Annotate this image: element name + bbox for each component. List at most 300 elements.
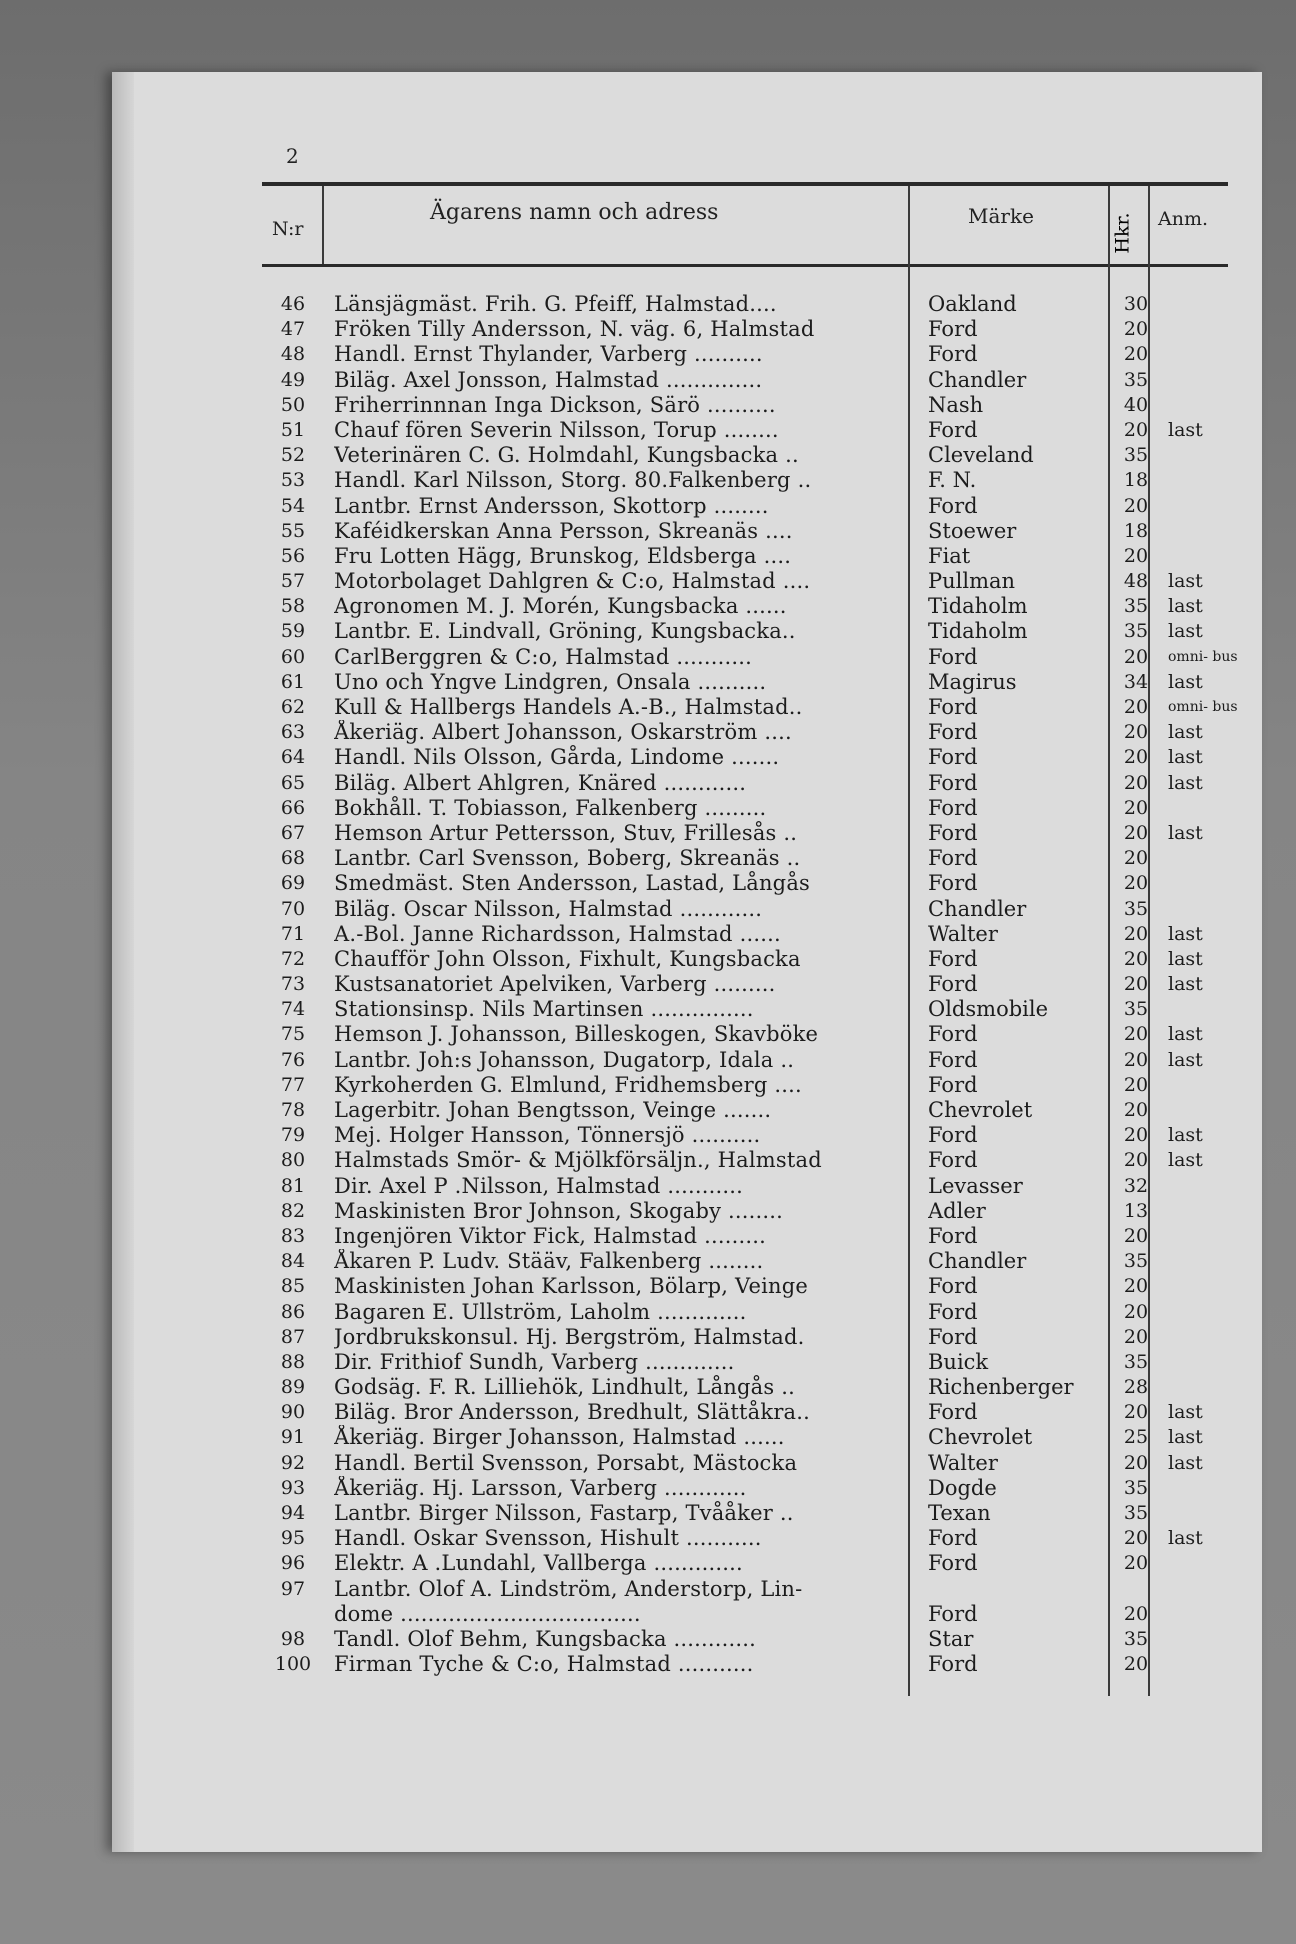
horsepower: 20 [1123,771,1149,794]
table-row [262,317,1228,342]
owner-address: Handl. Nils Olsson, Gårda, Lindome ....... [334,745,780,770]
owner-address: Jordbrukskonsul. Hj. Bergström, Halmstad. [334,1324,805,1349]
table-row [262,1174,1228,1199]
horsepower: 20 [1123,1653,1149,1676]
owner-address: Chauf fören Severin Nilsson, Torup ........ [334,417,779,442]
row-number: 87 [280,1325,306,1348]
horsepower: 35 [1123,595,1149,618]
row-number: 81 [280,1174,306,1197]
row-number: 100 [274,1653,312,1676]
table-row [262,1400,1228,1425]
horsepower: 20 [1123,494,1149,517]
table-row [262,670,1228,695]
table-row [262,1249,1228,1274]
horsepower: 20 [1123,343,1149,366]
row-number: 86 [280,1300,306,1323]
horsepower: 18 [1123,519,1149,542]
vehicle-make: Ford [928,317,978,342]
register-list [262,292,1238,1677]
vehicle-make: Walter [928,921,998,946]
table-row [262,1425,1228,1450]
table-row [262,745,1228,770]
owner-address: Handl. Ernst Thylander, Varberg .......... [334,342,763,367]
table-row [262,1451,1228,1476]
table-row [262,1325,1228,1350]
header-make: Märke [968,204,1034,228]
remark: last [1168,973,1203,996]
vehicle-make: Pullman [928,569,1016,594]
row-number: 64 [280,746,306,769]
horsepower: 20 [1123,318,1149,341]
table-top-rule [262,182,1228,186]
row-number: 59 [280,620,306,643]
row-number: 72 [280,947,306,970]
vehicle-make: Dogde [928,1475,997,1500]
row-number: 85 [280,1275,306,1298]
vehicle-make: Buick [928,1349,989,1374]
row-number: 68 [280,847,306,870]
row-number: 74 [280,998,306,1021]
row-number: 61 [280,670,306,693]
row-number: 88 [280,1350,306,1373]
vehicle-make: Stoewer [928,518,1017,543]
table-row [262,468,1228,493]
vehicle-make: Ford [928,1148,978,1173]
table-row [262,1577,1228,1602]
horsepower: 20 [1123,1552,1149,1575]
vehicle-make: Chandler [928,367,1027,392]
table-row [262,594,1228,619]
owner-address: Kull & Hallbergs Handels A.-B., Halmstad.. [334,695,803,719]
remark: last [1168,771,1203,794]
owner-address: Motorbolaget Dahlgren & C:o, Halmstad .... [334,569,811,594]
vehicle-make: Ford [928,644,978,669]
remark: last [1168,620,1203,643]
owner-address: Lagerbitr. Johan Bengtsson, Veinge ....... [334,1098,772,1122]
owner-address: Handl. Karl Nilsson, Storg. 80.Falkenberg .. [334,468,812,493]
row-number: 57 [280,570,306,593]
remark: last [1168,1124,1203,1147]
horsepower: 35 [1123,1350,1149,1373]
table-row [262,1048,1228,1073]
table-row [262,897,1228,922]
horsepower: 20 [1123,947,1149,970]
vehicle-make: Ford [928,871,978,896]
vehicle-make: Ford [928,1324,978,1349]
horsepower: 20 [1123,721,1149,744]
table-row [262,821,1228,846]
remark: last [1168,418,1203,441]
vehicle-make: Ford [928,1400,978,1425]
vehicle-make: Ford [928,1652,978,1677]
table-row [262,1526,1228,1551]
horsepower: 20 [1123,872,1149,895]
horsepower: 20 [1123,1149,1149,1172]
owner-address: Länsjägmäst. Frih. G. Pfeiff, Halmstad.... [334,292,777,316]
row-number: 54 [280,494,306,517]
vehicle-make: Chevrolet [928,1098,1033,1122]
row-number: 52 [280,444,306,467]
table-row [262,1501,1228,1526]
table-row [262,947,1228,972]
row-number: 96 [280,1552,306,1575]
vehicle-make: Ford [928,417,978,442]
owner-address: Lantbr. Birger Nilsson, Fastarp, Tvååker .. [334,1501,794,1525]
row-number: 79 [280,1124,306,1147]
vehicle-make: Cleveland [928,443,1034,468]
table-row [262,1098,1228,1123]
row-number: 53 [280,469,306,492]
table-row [262,368,1228,393]
table-header-rule [262,264,1228,267]
owner-address: Agronomen M. J. Morén, Kungsbacka ...... [334,594,787,619]
table-row [262,796,1228,821]
remark: last [1168,1023,1203,1046]
owner-address: Handl. Oskar Svensson, Hishult ........... [334,1526,762,1551]
vehicle-make: Ford [928,1223,978,1248]
row-number: 76 [280,1048,306,1071]
vehicle-make: Adler [928,1198,986,1223]
vehicle-make: Tidaholm [928,619,1028,644]
vehicle-make: Ford [928,493,978,518]
row-number: 60 [280,645,306,668]
table-row [262,569,1228,594]
remark: omni- bus [1168,699,1238,715]
vehicle-make: Ford [928,1274,978,1299]
owner-address: Godsäg. F. R. Lilliehök, Lindhult, Långås .. [334,1375,795,1400]
vehicle-make: Walter [928,1450,998,1475]
horsepower: 20 [1123,645,1149,668]
table-row [262,972,1228,997]
horsepower: 32 [1123,1174,1149,1197]
row-number: 75 [280,1023,306,1046]
horsepower: 28 [1123,1376,1149,1399]
owner-address: Uno och Yngve Lindgren, Onsala .......... [334,669,767,694]
horsepower: 40 [1123,393,1149,416]
table-row [262,871,1228,896]
horsepower: 20 [1123,1275,1149,1298]
table-row [262,494,1228,519]
horsepower: 20 [1123,1073,1149,1096]
row-number: 78 [280,1099,306,1121]
horsepower: 20 [1123,418,1149,441]
row-number: 95 [280,1527,306,1550]
owner-address: A.-Bol. Janne Richardsson, Halmstad ...... [334,921,781,946]
horsepower: 20 [1123,746,1149,769]
header-hp: Hkr. [1112,212,1134,254]
owner-address: Biläg. Bror Andersson, Bredhult, Slättåkra.. [334,1400,811,1425]
vehicle-make: Ford [928,846,978,871]
vehicle-make: Ford [928,745,978,770]
owner-address: Elektr. A .Lundahl, Vallberga ............. [334,1551,743,1576]
remark: omni- bus [1168,648,1238,665]
horsepower: 20 [1123,544,1149,567]
remark: last [1168,1149,1203,1172]
owner-address: Fröken Tilly Andersson, N. väg. 6, Halmstad [334,317,815,342]
row-number: 66 [280,796,306,819]
row-number: 70 [280,897,306,920]
table-row [262,1476,1228,1501]
owner-address: Bagaren E. Ullström, Laholm ............. [334,1299,747,1324]
owner-address: Maskinisten Bror Johnson, Skogaby ........ [334,1198,784,1223]
owner-address: Maskinisten Johan Karlsson, Bölarp, Veinge [334,1274,808,1299]
owner-address: Halmstads Smör- & Mjölkförsäljn., Halmstad [334,1148,822,1173]
column-divider [322,186,324,264]
header-remark: Anm. [1158,208,1209,230]
row-number: 94 [280,1502,306,1524]
remark: last [1168,570,1203,593]
horsepower: 48 [1123,570,1149,593]
row-number: 80 [280,1149,306,1172]
vehicle-make: Levasser [928,1173,1023,1198]
owner-address: Biläg. Albert Ahlgren, Knäred ............ [334,770,747,795]
vehicle-make: Fiat [928,543,971,568]
row-number: 73 [280,973,306,996]
row-number: 62 [280,696,306,718]
horsepower: 35 [1123,1502,1149,1524]
table-row [262,418,1228,443]
owner-address: Hemson Artur Pettersson, Stuv, Frillesås .. [334,820,798,845]
row-number: 93 [280,1476,306,1499]
table-row [262,619,1228,644]
vehicle-make: Chevrolet [928,1425,1033,1450]
owner-address: Veterinären C. G. Holmdahl, Kungsbacka .. [334,443,799,468]
vehicle-make: Ford [928,1299,978,1324]
vehicle-make: Ford [928,1601,978,1626]
vehicle-make: F. N. [928,468,977,493]
table-row [262,1627,1228,1652]
row-number: 67 [280,821,306,844]
row-number: 49 [280,368,306,391]
horsepower: 20 [1123,1099,1149,1121]
table-row [262,771,1228,796]
table-row [262,544,1228,569]
table-row [262,1300,1228,1325]
table-row [262,393,1228,418]
remark: last [1168,721,1203,744]
remark: last [1168,947,1203,970]
horsepower: 25 [1123,1426,1149,1449]
owner-address: Lantbr. E. Lindvall, Gröning, Kungsbacka.. [334,619,796,644]
row-number: 98 [280,1627,306,1650]
vehicle-make: Ford [928,770,978,795]
vehicle-make: Ford [928,972,978,997]
vehicle-make: Ford [928,1047,978,1072]
row-number: 48 [280,343,306,366]
owner-address: Åkeriäg. Hj. Larsson, Varberg ............ [334,1475,747,1500]
table-row [262,997,1228,1022]
remark: last [1168,1401,1203,1424]
horsepower: 13 [1123,1199,1149,1222]
horsepower: 35 [1123,998,1149,1021]
table-row [262,1652,1228,1677]
owner-address: Tandl. Olof Behm, Kungsbacka ............ [334,1626,757,1651]
owner-address: Kustsanatoriet Apelviken, Varberg ......... [334,972,776,997]
row-number: 65 [280,771,306,794]
header-owner: Ägarens namn och adress [430,200,719,225]
horsepower: 35 [1123,897,1149,920]
vehicle-make: Ford [928,795,978,820]
horsepower: 20 [1123,1401,1149,1424]
owner-address: Handl. Bertil Svensson, Porsabt, Mästocka [334,1450,798,1475]
owner-address: Biläg. Axel Jonsson, Halmstad .............. [334,367,763,392]
table-row [262,1123,1228,1148]
row-number: 82 [280,1199,306,1222]
horsepower: 20 [1123,1023,1149,1046]
horsepower: 20 [1123,1048,1149,1071]
row-number: 51 [280,418,306,441]
owner-address: Hemson J. Johansson, Billeskogen, Skavböke [334,1022,819,1047]
remark: last [1168,1451,1203,1474]
remark: last [1168,1426,1203,1449]
horsepower: 20 [1123,696,1149,718]
row-number: 92 [280,1451,306,1474]
horsepower: 35 [1123,620,1149,643]
horsepower: 20 [1123,821,1149,844]
horsepower: 34 [1123,670,1149,693]
owner-address: Dir. Frithiof Sundh, Varberg ............. [334,1349,735,1374]
table-row [262,519,1228,544]
row-number: 71 [280,922,306,945]
owner-address: Lantbr. Joh:s Johansson, Dugatorp, Idala .. [334,1047,795,1072]
table-row [262,1224,1228,1249]
table-row [262,1350,1228,1375]
horsepower: 20 [1123,1602,1149,1625]
table-row [262,1274,1228,1299]
vehicle-make: Ford [928,720,978,745]
row-number: 84 [280,1250,306,1273]
remark: last [1168,1527,1203,1550]
vehicle-make: Star [928,1626,974,1651]
row-number: 83 [280,1224,306,1247]
row-number: 50 [280,393,306,416]
remark: last [1168,746,1203,769]
owner-address: Åkeriäg. Birger Johansson, Halmstad ...... [334,1425,785,1450]
owner-address: Kyrkoherden G. Elmlund, Fridhemsberg .... [334,1072,802,1097]
owner-address: Dir. Axel P .Nilsson, Halmstad ........... [334,1173,743,1198]
horsepower: 20 [1123,1527,1149,1550]
owner-address: Chaufför John Olsson, Fixhult, Kungsbacka [334,946,801,971]
owner-address: dome ................................... [334,1601,641,1626]
owner-address: Smedmäst. Sten Andersson, Lastad, Långås [334,871,811,896]
owner-address: Biläg. Oscar Nilsson, Halmstad ............ [334,896,763,921]
vehicle-make: Chandler [928,896,1027,921]
table-row [262,1602,1228,1627]
remark: last [1168,1048,1203,1071]
table-row [262,342,1228,367]
vehicle-make: Tidaholm [928,594,1028,619]
horsepower: 20 [1123,847,1149,870]
owner-address: Bokhåll. T. Tobiasson, Falkenberg ......... [334,795,767,820]
vehicle-make: Oldsmobile [928,997,1049,1022]
row-number: 97 [280,1577,306,1600]
horsepower: 35 [1123,444,1149,467]
horsepower: 20 [1123,1325,1149,1348]
table-row [262,695,1238,720]
remark: last [1168,922,1203,945]
horsepower: 20 [1123,1224,1149,1247]
horsepower: 20 [1123,796,1149,819]
table-row [262,720,1228,745]
row-number: 77 [280,1073,306,1096]
owner-address: Lantbr. Carl Svensson, Boberg, Skreanäs .. [334,846,801,871]
horsepower: 35 [1123,1476,1149,1499]
owner-address: Åkaren P. Ludv. Stääv, Falkenberg ........ [334,1249,764,1274]
owner-address: Mej. Holger Hansson, Tönnersjö .......... [334,1123,761,1148]
horsepower: 20 [1123,1300,1149,1323]
row-number: 63 [280,721,306,744]
horsepower: 18 [1123,469,1149,492]
table-row [262,1375,1228,1400]
row-number: 47 [280,318,306,341]
header-nr: N:r [272,218,304,240]
owner-address: Firman Tyche & C:o, Halmstad ........... [334,1652,754,1677]
row-number: 56 [280,544,306,567]
row-number: 46 [280,293,306,315]
horsepower: 35 [1123,1627,1149,1650]
table-row [262,1073,1228,1098]
owner-address: Åkeriäg. Albert Johansson, Oskarström .... [334,720,792,745]
remark: last [1168,595,1203,618]
row-number: 58 [280,595,306,618]
vehicle-make: Ford [928,1123,978,1148]
vehicle-make: Nash [928,392,984,417]
table-row [262,922,1228,947]
vehicle-make: Ford [928,1022,978,1047]
owner-address: Friherrinnnan Inga Dickson, Särö .......... [334,392,776,417]
table-row [262,1022,1228,1047]
horsepower: 20 [1123,973,1149,996]
row-number: 89 [280,1376,306,1399]
owner-address: Ingenjören Viktor Fick, Halmstad ......... [334,1223,766,1248]
page-number: 2 [286,144,299,168]
horsepower: 35 [1123,368,1149,391]
table-row [262,1551,1228,1576]
remark: last [1168,670,1203,693]
vehicle-make: Ford [928,342,978,367]
vehicle-make: Ford [928,1551,978,1576]
row-number: 55 [280,519,306,542]
vehicle-make: Ford [928,1072,978,1097]
vehicle-make: Chandler [928,1249,1027,1274]
remark: last [1168,821,1203,844]
horsepower: 20 [1123,1124,1149,1147]
vehicle-make: Ford [928,820,978,845]
vehicle-make: Ford [928,1526,978,1551]
table-row [262,443,1228,468]
owner-address: Stationsinsp. Nils Martinsen ............... [334,997,754,1022]
owner-address: Fru Lotten Hägg, Brunskog, Eldsberga .... [334,543,792,568]
vehicle-make: Texan [928,1501,991,1525]
table-row [262,846,1228,871]
vehicle-make: Magirus [928,669,1017,694]
vehicle-make: Oakland [928,292,1017,316]
vehicle-make: Ford [928,695,978,719]
vehicle-make: Ford [928,946,978,971]
row-number: 69 [280,872,306,895]
row-number: 91 [280,1426,306,1449]
owner-address: Lantbr. Olof A. Lindström, Anderstorp, Lin- [334,1576,803,1601]
horsepower: 20 [1123,1451,1149,1474]
horsepower: 20 [1123,922,1149,945]
table-row [262,1199,1228,1224]
owner-address: Lantbr. Ernst Andersson, Skottorp ........ [334,493,769,518]
owner-address: CarlBerggren & C:o, Halmstad ........... [334,644,753,669]
table-row [262,644,1238,670]
horsepower: 30 [1123,293,1149,315]
horsepower: 35 [1123,1250,1149,1273]
page-edge [112,72,134,1852]
